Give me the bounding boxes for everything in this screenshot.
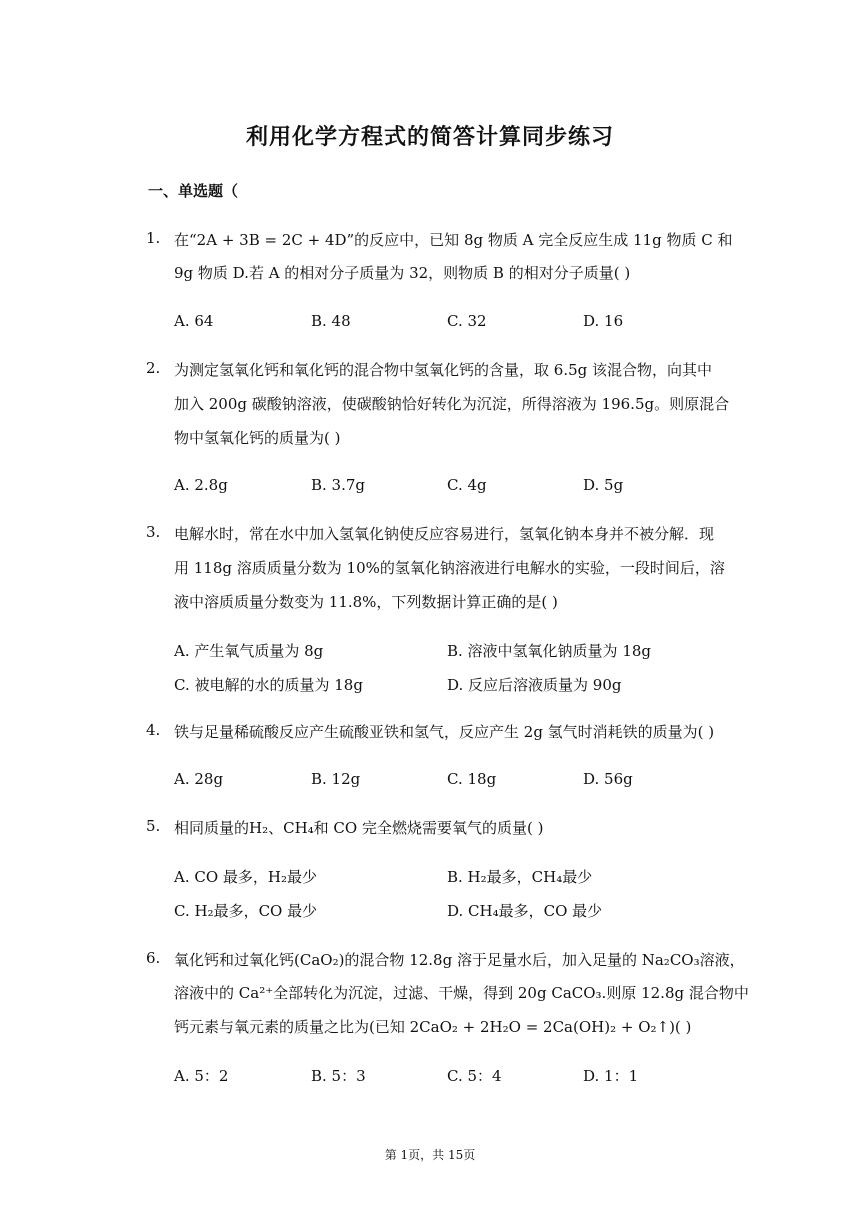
question-2-line-1: 为测定氢氧化钙和氧化钙的混合物中氢氧化钙的含量，取 6.5g 该混合物，向其中 (174, 361, 712, 379)
question-5-option-d: D. CH₄最多，CO 最少 (447, 902, 603, 920)
page-footer: 第 1页，共 15页 (384, 1148, 476, 1162)
question-6-line-2: 溶液中的 Ca²⁺全部转化为沉淀，过滤、干燥，得到 20g CaCO₃.则原 12.8g 混合物中 (174, 984, 749, 1002)
document-title: 利用化学方程式的简答计算同步练习 (245, 124, 614, 150)
question-6-option-b: B. 5：3 (311, 1067, 366, 1085)
question-1-option-d: D. 16 (583, 312, 624, 330)
question-6-line-1: 氧化钙和过氧化钙(CaO₂)的混合物 12.8g 溶于足量水后，加入足量的 Na₂CO₃溶液， (174, 951, 745, 969)
question-2-line-3: 物中氢氧化钙的质量为( ) (174, 429, 341, 447)
question-6-option-c: C. 5：4 (447, 1067, 502, 1085)
question-1-line-1: 在“2A + 3B = 2C + 4D”的反应中，已知 8g 物质 A 完全反应生成 11g 物质 C 和 (174, 231, 733, 249)
question-2-number: 2. (146, 359, 161, 377)
question-6-number: 6. (146, 949, 161, 967)
question-3-line-3: 液中溶质质量分数变为 11.8%，下列数据计算正确的是( ) (174, 593, 558, 611)
question-5-line-1: 相同质量的H₂、CH₄和 CO 完全燃烧需要氧气的质量( ) (174, 819, 544, 837)
section-heading: 一、单选题（ (148, 182, 239, 200)
question-5-option-c: C. H₂最多，CO 最少 (174, 902, 318, 920)
question-5-number: 5. (146, 817, 161, 835)
question-5-option-a: A. CO 最多，H₂最少 (174, 868, 318, 886)
question-2-line-2: 加入 200g 碳酸钠溶液，使碳酸钠恰好转化为沉淀，所得溶液为 196.5g。则原混合 (174, 395, 730, 413)
question-2-option-b: B. 3.7g (311, 476, 366, 494)
question-6-line-3: 钙元素与氧元素的质量之比为(已知 2CaO₂ + 2H₂O = 2Ca(OH)₂ + O₂↑)( ) (174, 1018, 692, 1036)
question-4-option-c: C. 18g (447, 770, 497, 788)
question-2-option-c: C. 4g (447, 476, 487, 494)
question-3-option-b: B. 溶液中氢氧化钠质量为 18g (447, 642, 652, 660)
question-3-option-c: C. 被电解的水的质量为 18g (174, 676, 363, 694)
question-4-option-b: B. 12g (311, 770, 361, 788)
question-4-line-1: 铁与足量稀硫酸反应产生硫酸亚铁和氢气，反应产生 2g 氢气时消耗铁的质量为( ) (174, 723, 715, 741)
question-4-number: 4. (146, 721, 161, 739)
question-1-option-b: B. 48 (311, 312, 351, 330)
question-3-option-d: D. 反应后溶液质量为 90g (447, 676, 622, 694)
question-6-option-a: A. 5：2 (174, 1067, 229, 1085)
question-4-option-a: A. 28g (174, 770, 224, 788)
question-1-line-2: 9g 物质 D.若 A 的相对分子质量为 32，则物质 B 的相对分子质量( ) (174, 264, 631, 282)
question-1-number: 1. (146, 229, 161, 247)
question-3-number: 3. (146, 523, 161, 541)
question-4-option-d: D. 56g (583, 770, 633, 788)
question-1-option-c: C. 32 (447, 312, 487, 330)
question-6-option-d: D. 1：1 (583, 1067, 639, 1085)
question-3-line-1: 电解水时，常在水中加入氢氧化钠使反应容易进行，氢氧化钠本身并不被分解．现 (174, 525, 715, 543)
question-3-line-2: 用 118g 溶质质量分数为 10%的氢氧化钠溶液进行电解水的实验，一段时间后，溶 (174, 559, 725, 577)
question-3-option-a: A. 产生氧气质量为 8g (174, 642, 324, 660)
question-1-option-a: A. 64 (174, 312, 214, 330)
question-5-option-b: B. H₂最多，CH₄最少 (447, 868, 593, 886)
question-2-option-a: A. 2.8g (174, 476, 228, 494)
question-2-option-d: D. 5g (583, 476, 624, 494)
